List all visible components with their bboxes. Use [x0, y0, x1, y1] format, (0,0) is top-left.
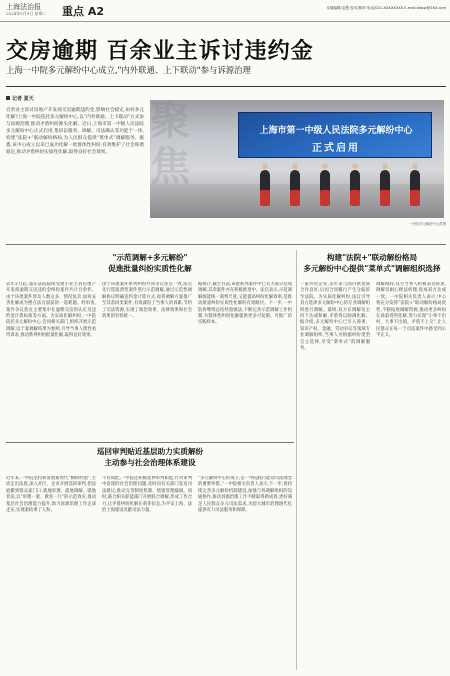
article-column: 不仅如此,一中院还积极延伸审判职能,针对审判中发现的社会治理问题,及时向有关部门发送司法建议,推动完善制度机制、堵塞管理漏洞。同时,联合相关职能部门开展联合调解,形成工作合力,让矛盾纠纷化解在萌芽状态,为平安上海、法治上海建设贡献司法力量。 — [102, 476, 192, 514]
ceremony-podium — [320, 190, 330, 206]
ceremony-podium — [380, 190, 390, 206]
subhead-a-line1: "示范调解+多元解纷" — [112, 253, 188, 262]
section-c-rule — [6, 442, 294, 443]
lead-paragraph: 百余业主诉讨房地产开发商交房逾期违约金,影响社会稳定,如何多元化解?上海一中院依托多元解纷中心,以“内外联通、上下联动”方式参与诉源治理,推动矛盾纠纷源头化解。近日,上海市第一中级人民法院多元解纷中心正式启用,集诉讼服务、调解、司法确认等功能于一体,构建“法院+”联动解纷格局,为人民群众提供“菜单式”调解服务。据悉,该中心成立以来已成功化解一批群体性纠纷,有效维护了社会和谐稳定,推动矛盾纠纷实质性化解,取得良好社会效果。 — [6, 108, 144, 155]
subheadline: 上海一中院多元解纷中心成立,"内外联通、上下联动"参与诉源治理 — [6, 65, 251, 75]
article-column: 据统计,截至目前,该批系列案件中已有大部分达成调解,其余案件亦在积极推进中。法官表示,示范调解既能统一裁判尺度,又能提高纠纷化解效率,是推动批量纠纷实质性化解的有效路径。下一步,一中院将继续总结经验做法,不断完善示范调解工作机制,为群体性纠纷化解提供更多可复制、可推广的实践样本。 — [198, 282, 292, 326]
subhead-b-line2: 多元解纷中心提供"菜单式"调解组织选择 — [303, 264, 441, 273]
byline-text: 记者 夏天 — [12, 96, 34, 102]
section-label: 重点 A2 — [62, 5, 104, 18]
photo-rule — [6, 244, 446, 245]
center-signboard — [238, 112, 432, 158]
article-column: “多元解纷中心的成立,是一中院践行能动司法理念的重要举措。”一中院相关负责人表示,下一步,将持续完善多元解纷机制建设,加强与各调解组织的沟通协作,推动诉源治理工作不断取得新成效,更好满足人民群众多元司法需求,为超大城市治理现代化提供有力司法服务和保障。 — [198, 476, 292, 514]
subhead-section-c — [6, 446, 294, 468]
column-divider — [296, 250, 297, 670]
subhead-b-line1: 构建"法院+"联动解纷格局 — [326, 253, 418, 262]
signboard-title: 上海市第一中级人民法院多元解纷中心 — [259, 126, 413, 136]
article-column: 一家外资企业,多年来与国内供货商合作良好,后因合同履行产生分歧诉至法院。为实质化解纠纷,法官引导双方选择多元解纷中心的专业调解组织进行调解。最终,双方在调解员主持下达成和解,矛盾得以圆满化解。据介绍,多元解纷中心已引入商事、知识产权、金融、劳动争议等领域专业调解组织,当事人可根据纠纷类型自主选择,享受“菜单式”的调解服务。 — [300, 282, 370, 352]
section-watermark: 聚焦 — [150, 97, 190, 190]
article-column: 去年2月起,浦东法院陆续受理小业主诉房地产开发商逾期交房违约金纠纷案件共计百余件。由于该批案件涉及人数众多、情况复杂,如何妥善化解成为摆在法官面前的一道难题。经审查,案件争议焦点主要集中在逾期交房的认定及违约金计算标准等方面。为实质化解纠纷,一中院依托多元解纷中心,会同相关部门,组织开展示范调解,以个案调解结果为参照,引导当事人理性看待诉求,推动系列纠纷批量化解,取得良好效果。 — [6, 282, 96, 339]
subhead-section-a — [6, 252, 294, 274]
issue-date: 2024年5月9日 星期二 — [6, 11, 47, 16]
article-column: 调解期间,双方当事人积极表达诉求,调解员耐心释法析理,促成双方达成一致。一中院相关负责人表示,中心将充分发挥“法院+”联动解纷格局优势,不断拓展调解资源,推动更多纠纷在诉前得到化解,努力实现“小事不出村、大事不出镇、矛盾不上交”,让人民群众在每一个司法案件中感受到公平正义。 — [376, 282, 446, 339]
editor-contacts: 本版编辑/金慧 校对/林萍 电话/021-XXXXXXXX E-mail:lzbsw@163.com — [326, 6, 446, 10]
subhead-a-line2: 促進批量纠纷实质性化解 — [108, 264, 192, 273]
byline — [6, 95, 96, 102]
headline: 交房逾期 百余业主诉讨违约金 — [6, 38, 314, 64]
byline-square-icon — [6, 96, 10, 100]
ceremony-podium — [260, 190, 270, 206]
subhead-c-line1: 巡回审判贴近基层助力实质解纷 — [96, 447, 204, 456]
headline-rule — [6, 86, 446, 87]
photo-caption: 一中院多元解纷中心供图 — [408, 222, 446, 226]
article-column: 近年来,一中院坚持和发展新时代“枫桥经验”,主动走出法庭,深入社区、企业开展巡回审判,把法庭搬到群众家门口,就地审理、就地调解、就地普法,以“审理一案、教育一片”的示范效应,推动基层社会治理能力提升,助力诉源治理工作走深走实,实现案结事了人和。 — [6, 476, 96, 514]
ceremony-podium — [350, 190, 360, 206]
subhead-section-b — [298, 252, 446, 274]
subhead-c-line2: 主动参与社会治理体系建设 — [104, 458, 196, 467]
article-column: 由于该批案件系列纠纷共同争议焦点一致,法官先行选取典型案件进行示范调解,通过示范性调解协议明确违约金计算方式,再将调解方案推广至其余同类案件,有效减轻了当事人的诉累,节约了司法资源,实现了政治效果、法律效果和社会效果的有机统一。 — [102, 282, 192, 320]
masthead — [0, 0, 450, 22]
paper-name: 上海法治报 — [6, 3, 41, 11]
ceremony-podium — [290, 190, 300, 206]
ceremony-podium — [410, 190, 420, 206]
signboard-subtitle: 正式启用 — [312, 143, 360, 154]
